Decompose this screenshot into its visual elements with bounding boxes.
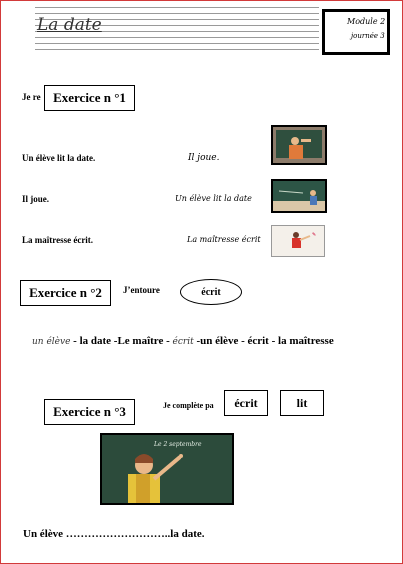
- ex2-instruction: J’entoure: [123, 285, 160, 295]
- ex1-cursive-3: La maîtresse écrit: [187, 235, 261, 244]
- image-teacher-writing: [271, 225, 325, 257]
- ex1-sentence-1: Un élève lit la date.: [22, 153, 96, 163]
- day-label: journée 3: [351, 32, 385, 40]
- ex2-cursive-a: un élève: [32, 337, 71, 347]
- ex3-word-box-1: écrit: [224, 390, 268, 416]
- ex3-word-box-2: lit: [280, 390, 324, 416]
- ex1-cursive-1: Il joue.: [188, 153, 220, 163]
- module-box: [322, 9, 390, 55]
- image-child-writing-date: [100, 433, 234, 505]
- module-label: Module 2: [347, 17, 386, 26]
- ex3-title-box: Exercice n °3: [44, 399, 135, 425]
- ex1-title-box: Exercice n °1: [44, 85, 135, 111]
- board-text: Le 2 septembre: [154, 441, 202, 448]
- ex2-segment-2: -un élève - écrit - la maîtresse: [193, 335, 334, 347]
- svg-text:✎: ✎: [312, 232, 317, 238]
- ex3-answer-line: Un élève ………………………..la date.: [23, 528, 205, 540]
- image-child-playing: [271, 179, 327, 213]
- image-child-writing-board: [271, 125, 327, 165]
- ex2-word-line: [32, 335, 334, 347]
- ex2-segment-1: - la date -Le maître -: [70, 335, 173, 347]
- ex1-sentence-2: Il joue.: [22, 194, 49, 204]
- ex2-target-word: écrit: [201, 286, 221, 298]
- ex1-cursive-2: Un élève lit la date: [175, 194, 252, 203]
- ex3-instruction: Je complète pa: [163, 401, 214, 410]
- ex1-intro: Je re: [22, 92, 41, 102]
- ex2-cursive-b: écrit: [172, 337, 194, 347]
- ex1-sentence-3: La maîtresse écrit.: [22, 235, 94, 245]
- page-title: La date: [37, 15, 102, 35]
- ex2-target-ellipse: [180, 279, 242, 305]
- ex2-title-box: Exercice n °2: [20, 280, 111, 306]
